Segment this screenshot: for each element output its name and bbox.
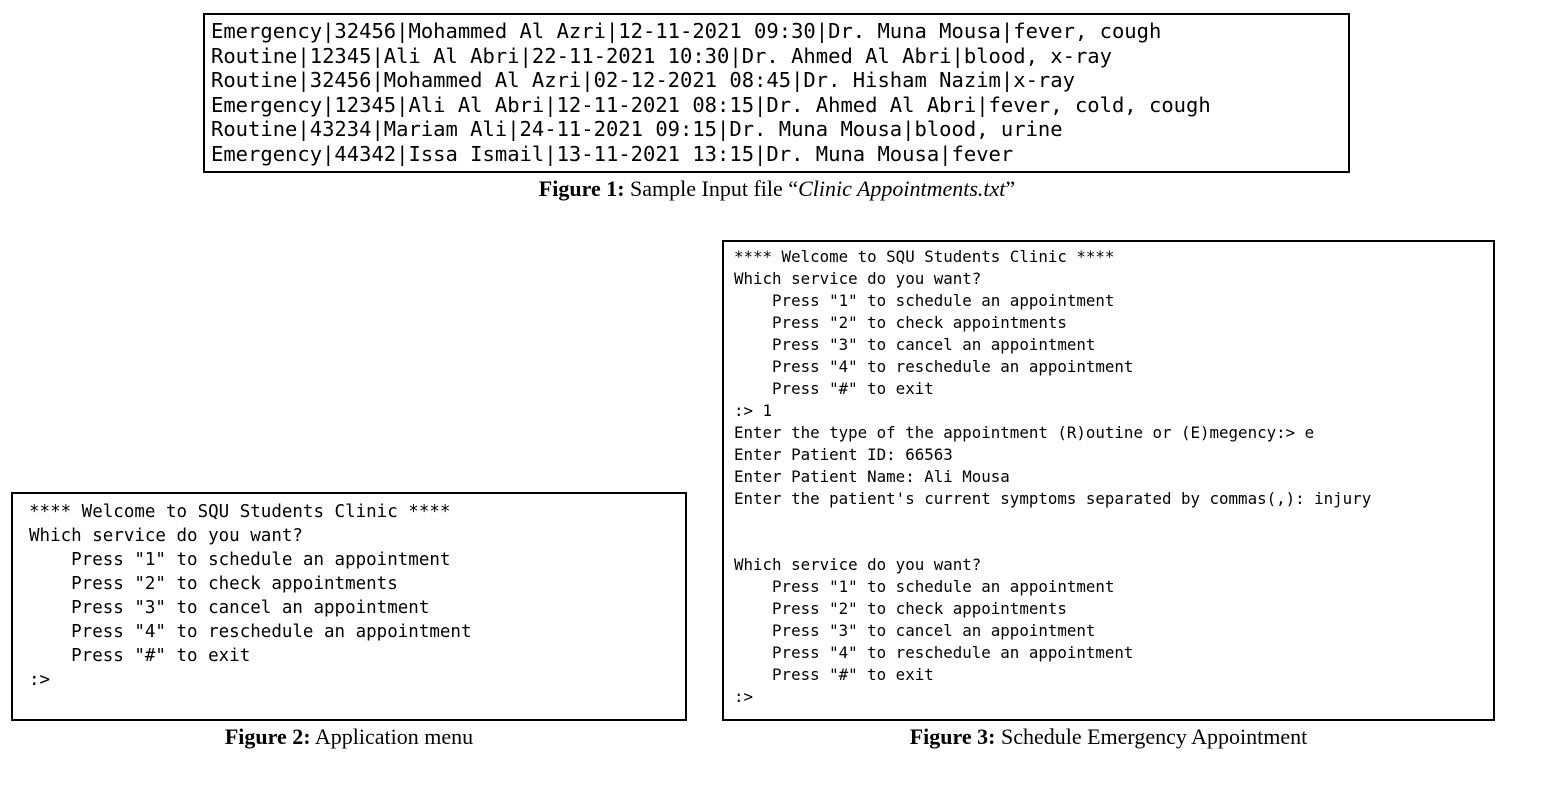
caption-text: Sample Input file “	[624, 176, 799, 201]
file-line: Emergency|44342|Issa Ismail|13-11-2021 13:15|Dr. Muna Mousa|fever	[211, 141, 1014, 166]
figure-2-caption	[11, 724, 687, 750]
patient-name-prompt: Enter Patient Name: Ali Mousa	[734, 467, 1010, 486]
menu-option: Press "4" to reschedule an appointment	[734, 643, 1134, 662]
menu-option: Press "#" to exit	[734, 665, 934, 684]
menu-prompt: Which service do you want?	[29, 526, 303, 546]
caption-text: Application menu	[310, 724, 474, 749]
menu-option: Press "4" to reschedule an appointment	[734, 357, 1134, 376]
file-line: Routine|32456|Mohammed Al Azri|02-12-2021 08:45|Dr. Hisham Nazim|x-ray	[211, 68, 1075, 93]
patient-id-prompt: Enter Patient ID: 66563	[734, 445, 953, 464]
caption-label: Figure 3:	[909, 724, 996, 749]
file-line: Routine|12345|Ali Al Abri|22-11-2021 10:30|Dr. Ahmed Al Abri|blood, x-ray	[211, 43, 1112, 68]
symptoms-prompt: Enter the patient's current symptoms separated by commas(,): injury	[734, 489, 1372, 508]
menu-option: Press "2" to check appointments	[29, 574, 398, 594]
schedule-emergency-terminal	[722, 240, 1495, 721]
menu-option: Press "3" to cancel an appointment	[734, 335, 1096, 354]
input-prompt: :> 1	[734, 401, 773, 420]
figure-1-caption	[0, 176, 1554, 202]
input-file-box	[203, 13, 1350, 173]
menu-option: Press "1" to schedule an appointment	[29, 550, 451, 570]
input-prompt: :>	[29, 670, 51, 690]
menu-option: Press "3" to cancel an appointment	[29, 598, 430, 618]
menu-option: Press "3" to cancel an appointment	[734, 621, 1096, 640]
file-line: Emergency|32456|Mohammed Al Azri|12-11-2021 09:30|Dr. Muna Mousa|fever, cough	[211, 19, 1162, 43]
menu-option: Press "1" to schedule an appointment	[734, 577, 1115, 596]
blank-line	[734, 532, 1493, 554]
appointment-type-prompt: Enter the type of the appointment (R)outine or (E)megency:> e	[734, 423, 1315, 442]
caption-end: ”	[1005, 176, 1016, 201]
menu-option: Press "2" to check appointments	[734, 599, 1067, 618]
menu-prompt: Which service do you want?	[734, 555, 982, 574]
menu-option: Press "#" to exit	[29, 646, 251, 666]
caption-label: Figure 1:	[538, 176, 625, 201]
caption-filename: Clinic Appointments.txt	[798, 176, 1006, 201]
menu-option: Press "4" to reschedule an appointment	[29, 622, 472, 642]
menu-option: Press "#" to exit	[734, 379, 934, 398]
file-line: Emergency|12345|Ali Al Abri|12-11-2021 08:15|Dr. Ahmed Al Abri|fever, cold, cough	[211, 92, 1211, 117]
welcome-banner: **** Welcome to SQU Students Clinic ****	[734, 247, 1115, 266]
application-menu-terminal	[11, 492, 687, 721]
caption-text: Schedule Emergency Appointment	[995, 724, 1308, 749]
caption-label: Figure 2:	[224, 724, 311, 749]
input-prompt: :>	[734, 687, 754, 706]
menu-option: Press "1" to schedule an appointment	[734, 291, 1115, 310]
menu-prompt: Which service do you want?	[734, 269, 982, 288]
menu-option: Press "2" to check appointments	[734, 313, 1067, 332]
welcome-banner: **** Welcome to SQU Students Clinic ****	[29, 502, 451, 522]
blank-line	[734, 510, 1493, 532]
file-line: Routine|43234|Mariam Ali|24-11-2021 09:15|Dr. Muna Mousa|blood, urine	[211, 117, 1063, 142]
figure-3-caption	[722, 724, 1495, 750]
